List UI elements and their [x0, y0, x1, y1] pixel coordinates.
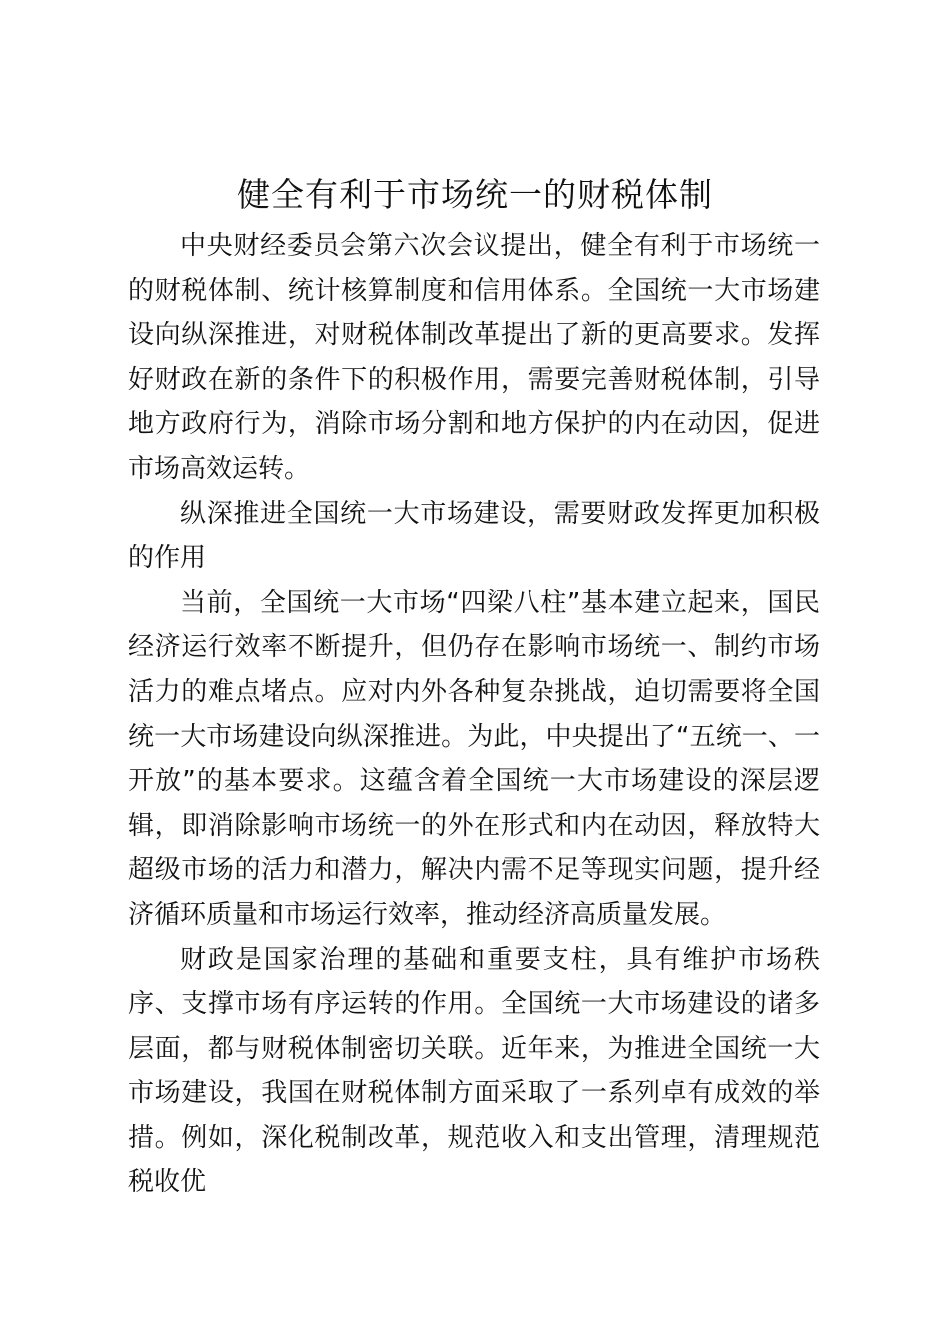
paragraph: 中央财经委员会第六次会议提出，健全有利于市场统一的财税体制、统计核算制度和信用体系。全国统一大市场建设向纵深推进，对财税体制改革提出了新的更高要求。发挥好财政在新的条件下的积极作用，需要完善财税体制，引导地方政府行为，消除市场分割和地方保护的内在动因，促进市场高效运转。 [128, 231, 820, 484]
paragraph: 财政是国家治理的基础和重要支柱，具有维护市场秩序、支撑市场有序运转的作用。全国统一大市场建设的诸多层面，都与财税体制密切关联。近年来，为推进全国统一大市场建设，我国在财税体制方面采取了一系列卓有成效的举措。例如，深化税制改革，规范收入和支出管理，清理规范税收优 [128, 944, 820, 1198]
document-body [128, 224, 820, 1205]
section-heading: 纵深推进全国统一大市场建设，需要财政发挥更加积极的作用 [128, 498, 820, 574]
document-title: 健全有利于市场统一的财税体制 [237, 175, 713, 214]
paragraph: 当前，全国统一大市场“四梁八柱”基本建立起来，国民经济运行效率不断提升，但仍存在影响市场统一、制约市场活力的难点堵点。应对内外各种复杂挑战，迫切需要将全国统一大市场建设向纵深推进。为此，中央提出了“五统一、一开放”的基本要求。这蕴含着全国统一大市场建设的深层逻辑，即消除影响市场统一的外在形式和内在动因，释放特大超级市场的活力和潜力，解决内需不足等现实问题，提升经济循环质量和市场运行效率，推动经济高质量发展。 [128, 587, 820, 930]
